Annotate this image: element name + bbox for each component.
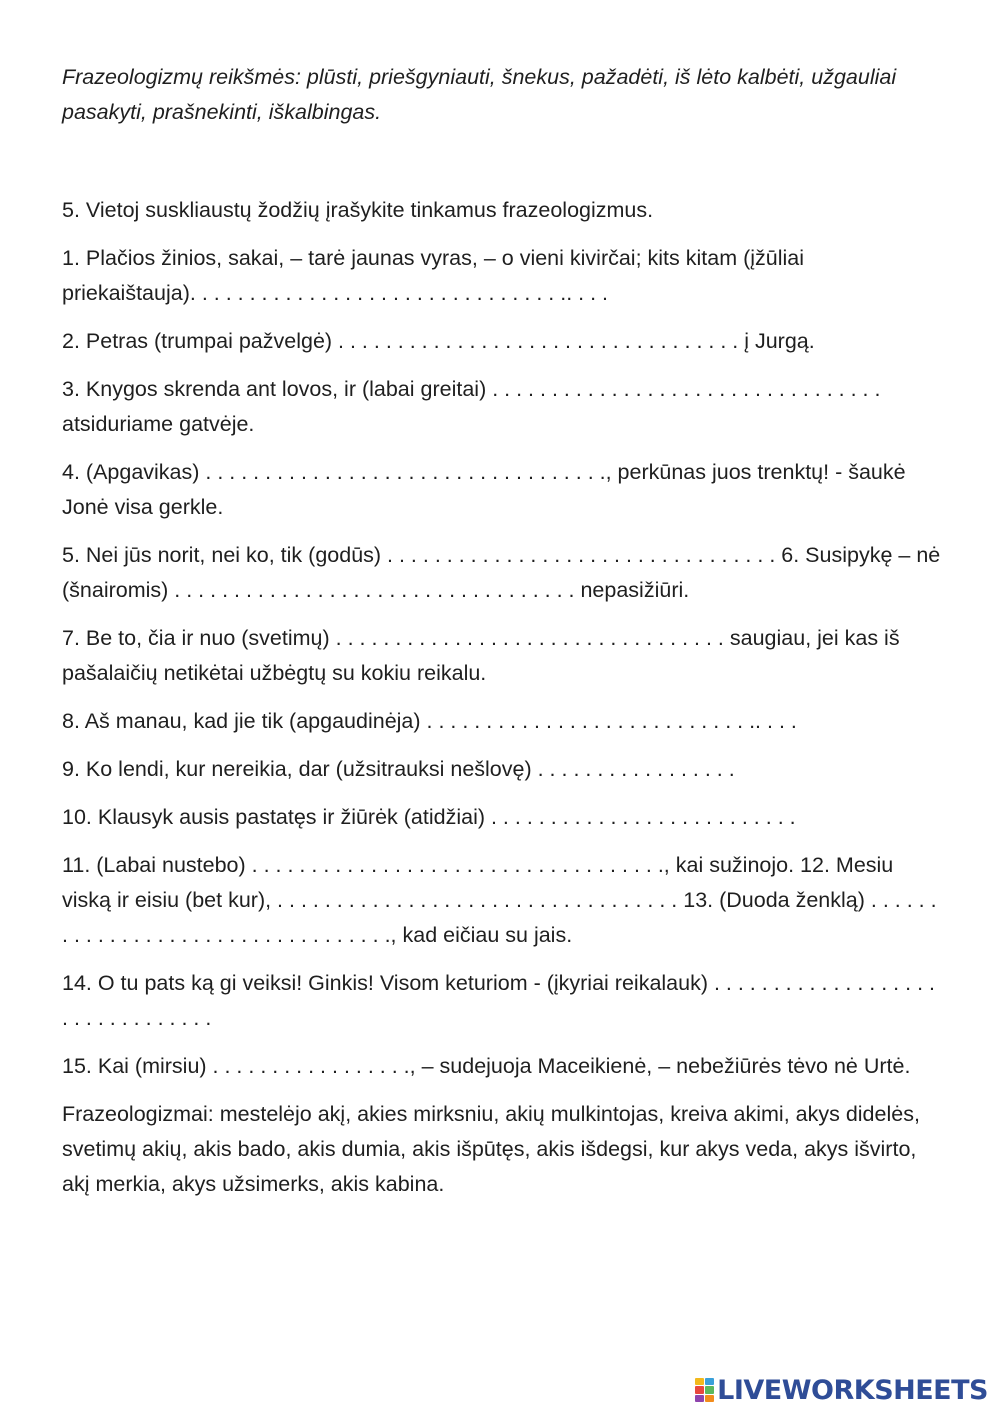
exercise-item-8: 8. Aš manau, kad jie tik (apgaudinėja) . . . . . . . . . . . . . . . . . . . . . . . . . . . .. . . . xyxy=(62,709,797,733)
exercise-item-11-13: 11. (Labai nustebo) . . . . . . . . . . . . . . . . . . . . . . . . . . . . . . . . . . ., kai sužinojo. 12. Mesiu viską ir eisiu (bet kur), . . . . . . . . . . . . . . . . . . . . . . . . . . . . . . . . . . 13. (Duoda ženklą) . . . . . . . . . . . . . . . . . . . . . . . . . . . . . . . . . ., kad eičiau su jais. xyxy=(62,853,937,947)
exercise-item-4: 4. (Apgavikas) . . . . . . . . . . . . . . . . . . . . . . . . . . . . . . . . . ., perkūnas juos trenktų! - šaukė Jonė visa gerkle. xyxy=(62,460,906,519)
exercise-item-7: 7. Be to, čia ir nuo (svetimų) . . . . . . . . . . . . . . . . . . . . . . . . . . . . . . . . . saugiau, jei kas iš pašalaičių netikėtai užbėgtų su kokiu reikalu. xyxy=(62,626,900,685)
exercise-item-2: 2. Petras (trumpai pažvelgė) . . . . . . . . . . . . . . . . . . . . . . . . . . . . . . . . . . į Jurgą. xyxy=(62,329,815,353)
exercise-item-3: 3. Knygos skrenda ant lovos, ir (labai greitai) . . . . . . . . . . . . . . . . . . . . . . . . . . . . . . . . . atsiduriame gatvėje. xyxy=(62,377,881,436)
task-title: 5. Vietoj suskliaustų žodžių įrašykite tinkamus frazeologizmus. xyxy=(62,198,654,222)
exercise-item-1: 1. Plačios žinios, sakai, – tarė jaunas vyras, – o vieni kivirčai; kits kitam (įžūliai priekaištauja). . . . . . . . . . . . . . . . . . . . . . . . . . . . . . . .. . . . xyxy=(62,246,805,305)
logo-block-6 xyxy=(705,1395,714,1402)
exercise-item-10: 10. Klausyk ausis pastatęs ir žiūrėk (atidžiai) . . . . . . . . . . . . . . . . . . . . . . . . . . xyxy=(62,805,796,829)
exercise-item-9: 9. Ko lendi, kur nereikia, dar (užsitrauksi nešlovę) . . . . . . . . . . . . . . . . . xyxy=(62,757,735,781)
liveworksheets-logo-icon xyxy=(695,1378,714,1402)
exercise-item-5-6: 5. Nei jūs norit, nei ko, tik (godūs) . . . . . . . . . . . . . . . . . . . . . . . . . . . . . . . . . 6. Susipykę – nė (šnairomis) . . . . . . . . . . . . . . . . . . . . . . . . . . . . . . . . . . nepasižiūri. xyxy=(62,543,941,602)
logo-block-2 xyxy=(705,1378,714,1385)
logo-block-1 xyxy=(695,1378,704,1385)
exercise-item-15: 15. Kai (mirsiu) . . . . . . . . . . . . . . . . ., – sudejuoja Maceikienė, – nebežiūrės tėvo nė Urtė. xyxy=(62,1054,911,1078)
exercise-item-14: 14. O tu pats ką gi veiksi! Ginkis! Visom keturiom - (įkyriai reikalauk) . . . . . . . . . . . . . . . . . . . . . . . . . . . . . . . . xyxy=(62,971,935,1030)
phrases-list: Frazeologizmai: mestelėjo akį, akies mirksniu, akių mulkintojas, kreiva akimi, akys didelės, svetimų akių, akis bado, akis dumia, akis išpūtęs, akis išdegsi, kur akys veda, akys išvirto, akį merkia, akys užsimerks, akis kabina. xyxy=(62,1102,920,1196)
liveworksheets-logo xyxy=(695,1372,988,1408)
exercise-content xyxy=(62,193,942,1215)
logo-block-3 xyxy=(695,1386,704,1393)
logo-block-4 xyxy=(705,1386,714,1393)
logo-text: LIVEWORKSHEETS xyxy=(717,1374,988,1406)
meanings-intro: Frazeologizmų reikšmės: plūsti, priešgyniauti, šnekus, pažadėti, iš lėto kalbėti, užgauliai pasakyti, prašnekinti, iškalbingas. xyxy=(62,65,897,124)
logo-block-5 xyxy=(695,1395,704,1402)
